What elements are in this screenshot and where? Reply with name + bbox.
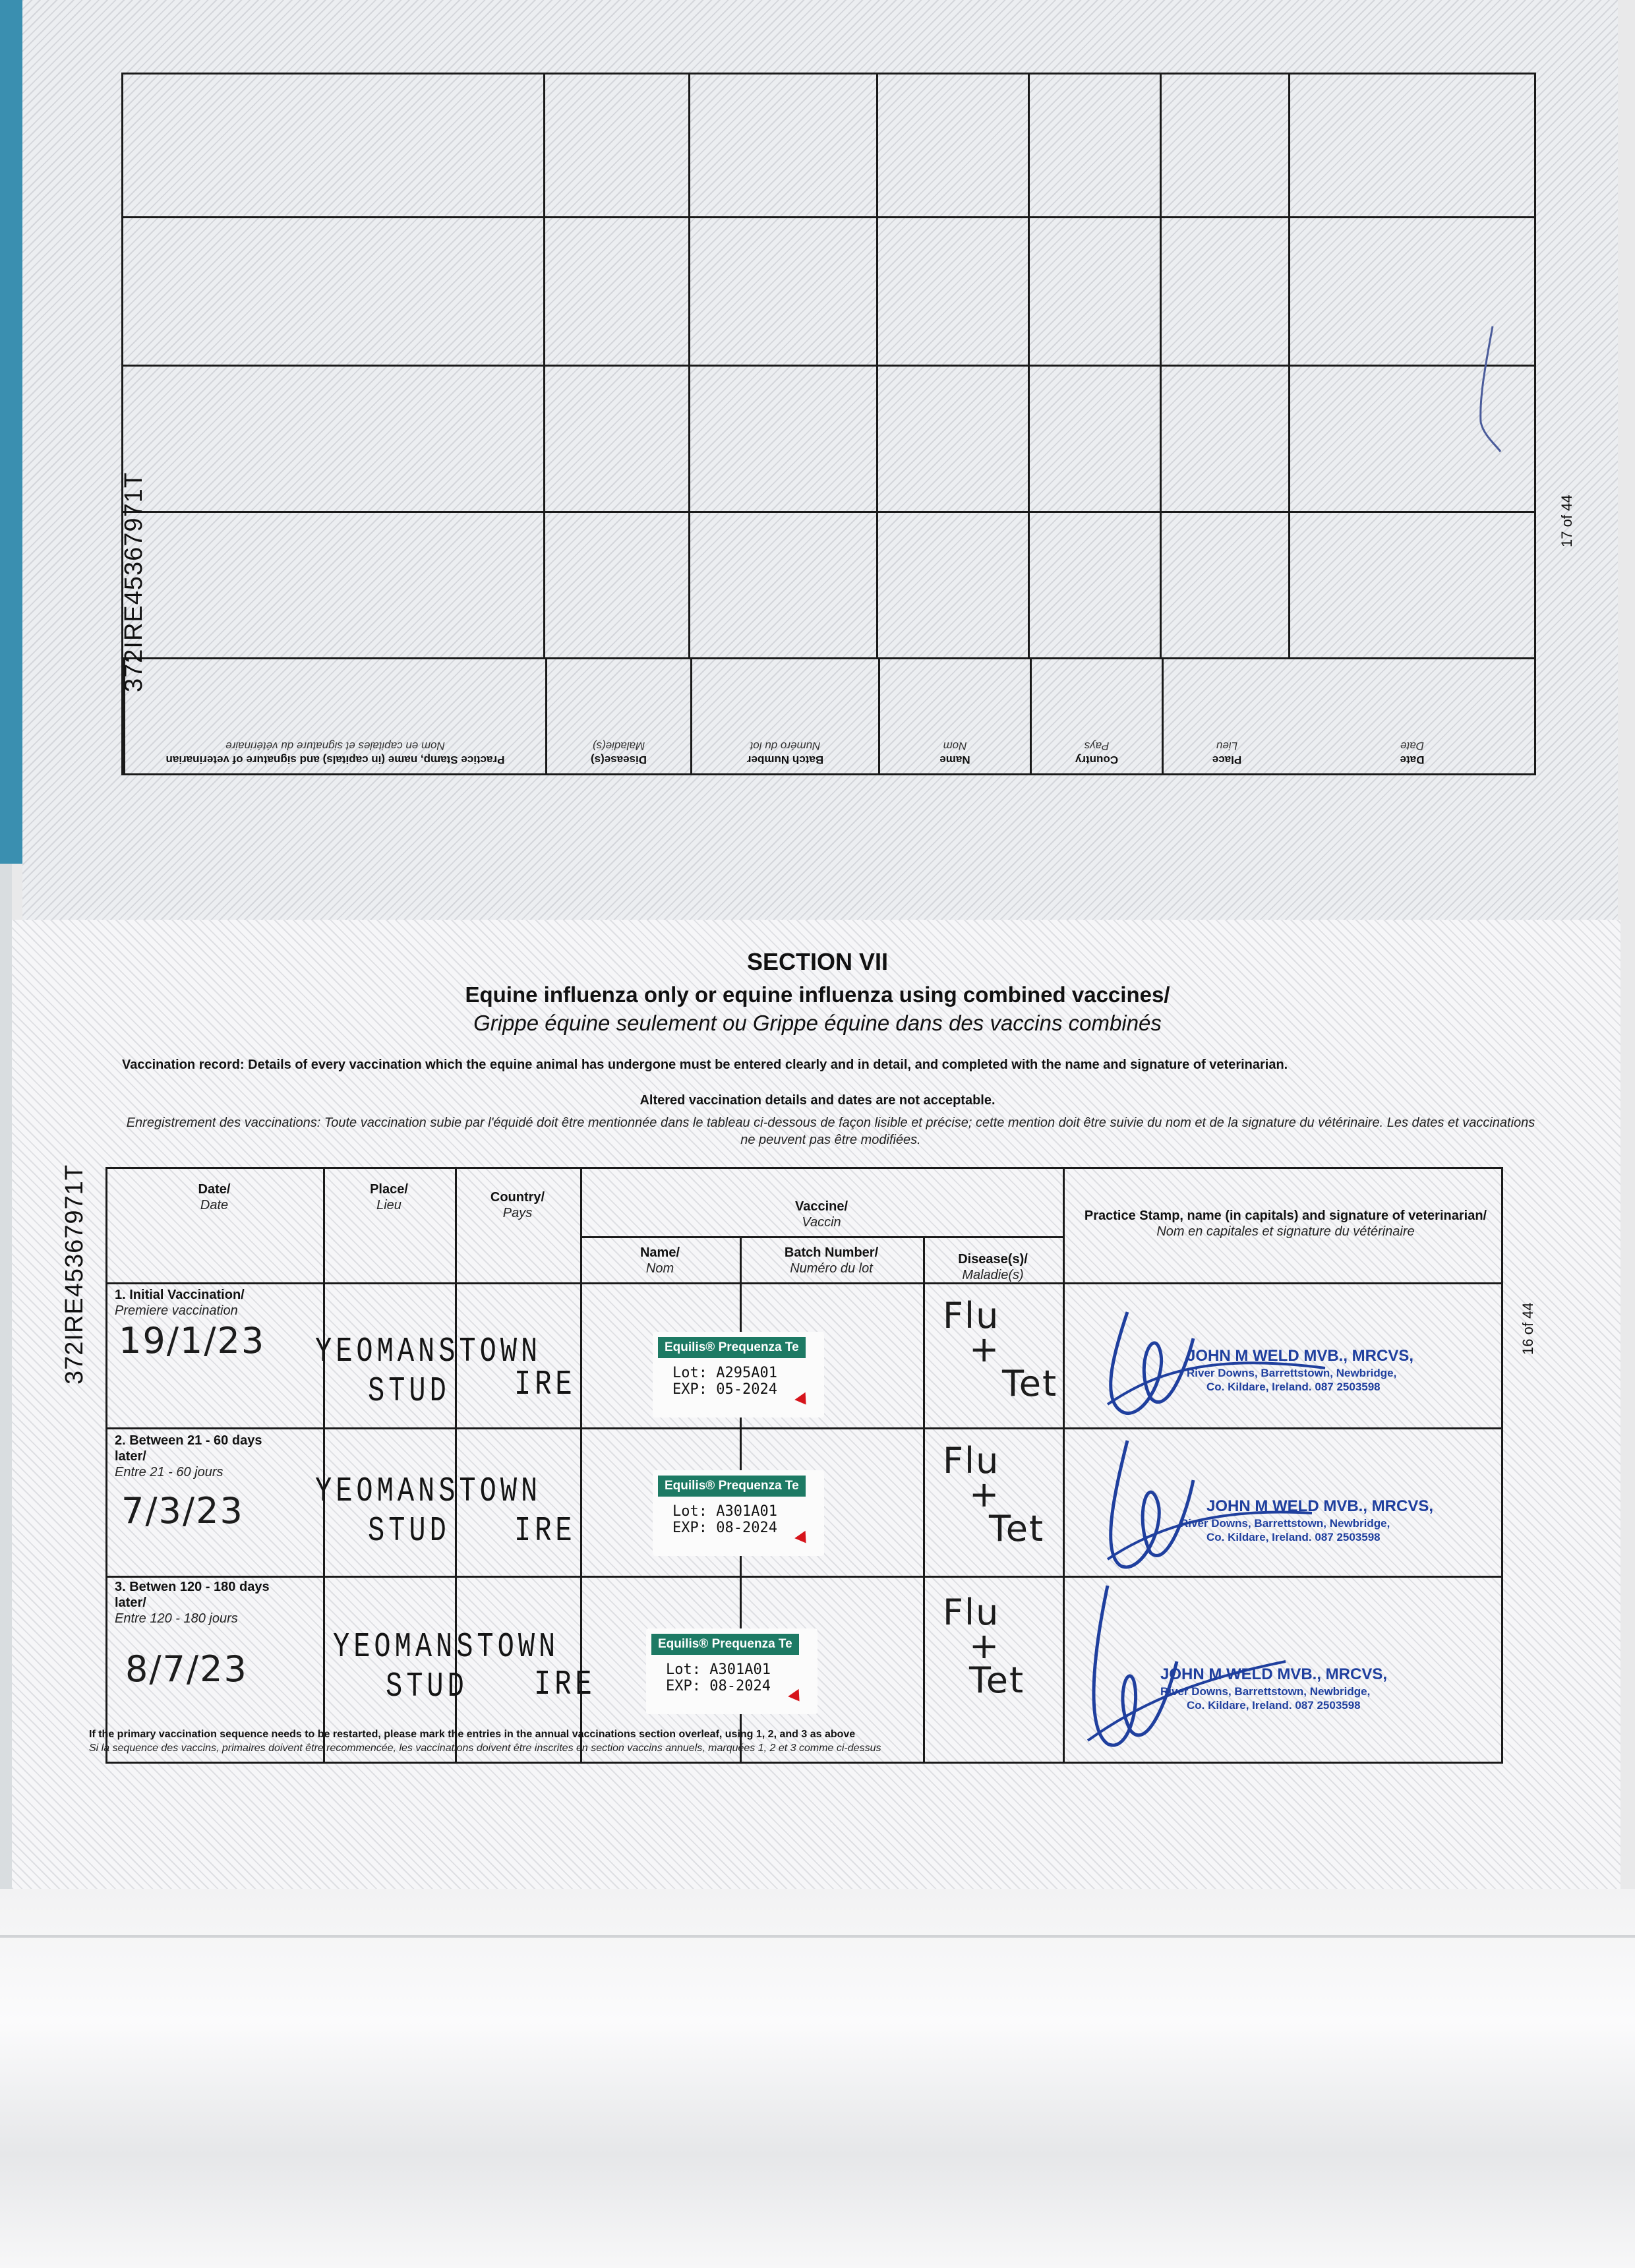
header-practice-stamp: Practice Stamp, name (in capitals) and signature of veterinarian/ Nom en capitales et signature du vétérinaire — [1084, 1209, 1487, 1239]
footnote-en: If the primary vaccination sequence needs to be restarted, please mark the entries in the annual vaccinations section overleaf, using 1, 2, and 3 as above — [89, 1729, 856, 1740]
row-1-country: IRE — [514, 1365, 576, 1404]
row-3-disease: Flu + Tet — [943, 1592, 1025, 1701]
header-date: Date/ Date — [198, 1182, 231, 1212]
section-title: SECTION VII — [746, 948, 889, 975]
section-subtitle-en: Equine influenza only or equine influenza using combined vaccines/ — [465, 982, 1170, 1007]
sticker-flag-icon — [788, 1689, 805, 1706]
row-1-disease: Flu + Tet — [943, 1295, 1058, 1404]
upper-page-number: 17 of 44 — [1559, 494, 1575, 547]
pencil-mark — [1460, 323, 1506, 455]
row-2-practice-stamp: JOHN M WELD MVB., MRCVS, River Downs, Barrettstown, Newbridge, Co. Kildare, Ireland. 087 2503598 — [1180, 1497, 1434, 1544]
upper-header-date: Date Date — [1400, 739, 1425, 766]
upper-id-number: 372IRE45367971T — [120, 471, 148, 692]
header-disease: Disease(s)/ Maladie(s) — [958, 1252, 1028, 1282]
header-vaccine-name: Name/ Nom — [639, 1245, 680, 1276]
vaccination-table — [105, 1167, 1503, 1764]
sticker-flag-icon — [794, 1392, 812, 1409]
sticker-flag-icon — [794, 1531, 812, 1547]
row-2-place: YEOMANSTOWN STUD — [315, 1472, 542, 1551]
row-2-label: 2. Between 21 - 60 days later/ Entre 21 - 60 jours — [115, 1433, 262, 1479]
row-3-vaccine-sticker: Equilis® Prequenza Te Lot: A301A01 EXP: 08-2024 — [646, 1628, 818, 1714]
row-3-place: YEOMANSTOWN STUD — [333, 1627, 560, 1707]
altered-warning: Altered vaccination details and dates are not acceptable. — [639, 1093, 996, 1108]
upper-header-name: Name Nom — [878, 659, 1030, 773]
row-3-country: IRE — [534, 1665, 596, 1704]
row-1-label: 1. Initial Vaccination/ Premiere vaccination — [115, 1288, 245, 1318]
row-3-date: 8/7/23 — [125, 1648, 248, 1690]
row-3-label: 3. Betwen 120 - 180 days later/ Entre 120 - 180 jours — [115, 1580, 270, 1626]
row-2-vaccine-sticker: Equilis® Prequenza Te Lot: A301A01 EXP: 08-2024 — [653, 1470, 824, 1556]
lower-page-number: 16 of 44 — [1520, 1302, 1536, 1355]
upper-header-country: Country Pays — [1030, 659, 1162, 773]
upper-page — [22, 0, 1618, 951]
footnote-fr: Si la sequence des vaccins, primaires doivent être recommencée, les vaccinations doivent être inscrites en section vaccins annuels, marquées 1, 2 et 3 comme ci-dessus — [89, 1743, 881, 1754]
row-1-place: YEOMANSTOWN STUD — [315, 1332, 542, 1412]
vaccination-record-instructions: Vaccination record: Details of every vaccination which the equine animal has undergone must be entered clearly and in detail, and completed with the name and signature of veterinarian. — [122, 1058, 1288, 1072]
header-place: Place/ Lieu — [370, 1182, 408, 1212]
row-1-vaccine-sticker: Equilis® Prequenza Te Lot: A295A01 EXP: 05-2024 — [653, 1332, 824, 1418]
passport-cover-edge — [0, 0, 22, 864]
row-1-date: 19/1/23 — [119, 1320, 266, 1361]
header-batch-number: Batch Number/ Numéro du lot — [784, 1245, 879, 1276]
plastic-sleeve — [0, 1889, 1635, 2268]
vaccination-record-instructions-fr: Enregistrement des vaccinations: Toute vaccination subie par l'équidé doit être mentionnée dans le tableau ci-dessous de façon lisible et précise; cette mention doit être suivie du nom et de la signature du vétérinaire. Les dates et vaccinations ne peuvent pas être modifiées. — [126, 1116, 1535, 1147]
row-3-practice-stamp: JOHN M WELD MVB., MRCVS, River Downs, Barrettstown, Newbridge, Co. Kildare, Ireland. 087 2503598 — [1160, 1665, 1388, 1712]
upper-header-stamp: Practice Stamp, name (in capitals) and signature of veterinarian Nom en capitales et signature du vétérinaire — [123, 659, 545, 773]
row-2-disease: Flu + Tet — [943, 1440, 1045, 1549]
upper-header-disease: Disease(s) Maladie(s) — [545, 659, 690, 773]
upper-empty-table — [121, 73, 1536, 775]
row-2-country: IRE — [514, 1511, 576, 1551]
upper-header-place: Place Lieu — [1162, 659, 1290, 773]
row-2-date: 7/3/23 — [121, 1490, 244, 1532]
section-subtitle-fr: Grippe équine seulement ou Grippe équine dans des vaccins combinés — [473, 1011, 1162, 1035]
upper-header-batch: Batch Number Numéro du lot — [690, 659, 878, 773]
header-vaccine: Vaccine/ Vaccin — [794, 1199, 848, 1230]
row-1-practice-stamp: JOHN M WELD MVB., MRCVS, River Downs, Barrettstown, Newbridge, Co. Kildare, Ireland. 087 2503598 — [1187, 1347, 1414, 1394]
header-country: Country/ Pays — [490, 1190, 545, 1220]
lower-id-number: 372IRE45367971T — [61, 1164, 88, 1385]
